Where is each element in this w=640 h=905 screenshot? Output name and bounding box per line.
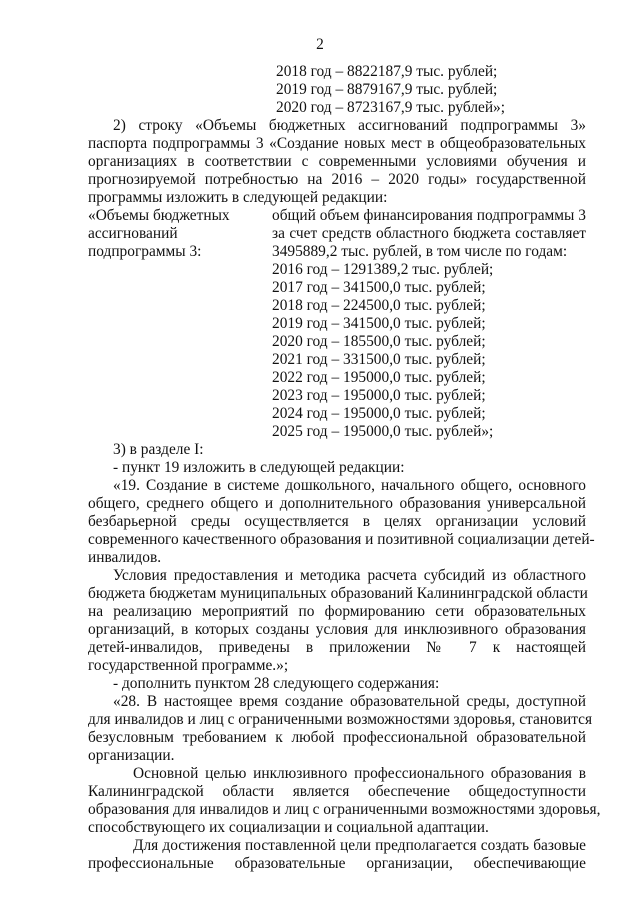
- year-line: 2022 год – 195000,0 тыс. рублей;: [272, 369, 486, 386]
- text-line: 2020 год – 8723167,9 тыс. рублей»;: [276, 99, 506, 116]
- text-line: Основной целью инклюзивного профессионального образования в: [133, 765, 586, 782]
- table-left-line: подпрограммы 3:: [88, 243, 202, 260]
- text-line: организациях в соответствии с современными условиями обучения и: [88, 153, 586, 170]
- text-line: на реализацию мероприятий по формированию сети образовательных: [88, 603, 586, 620]
- table-left-line: «Объемы бюджетных: [88, 207, 230, 224]
- text-line: для инвалидов и лиц с ограниченными возможностями здоровья, становится: [88, 711, 593, 728]
- text-line: 2) строку «Объемы бюджетных ассигнований подпрограммы 3»: [113, 117, 586, 134]
- year-line: 2019 год – 341500,0 тыс. рублей;: [272, 315, 486, 332]
- year-line: 2020 год – 185500,0 тыс. рублей;: [272, 333, 486, 350]
- text-line: безусловным требованием к любой профессиональной образовательной: [88, 729, 586, 746]
- text-line: Калининградской области является обеспечение общедоступности: [88, 783, 586, 800]
- text-line: способствующего их социализации и социальной адаптации.: [88, 819, 489, 836]
- section-heading: 3) в разделе I:: [113, 441, 204, 458]
- text-line: современного качественного образования и позитивной социализации детей-: [88, 531, 595, 548]
- text-line: инвалидов.: [88, 549, 162, 566]
- year-line: 2021 год – 331500,0 тыс. рублей;: [272, 351, 486, 368]
- year-line: 2018 год – 224500,0 тыс. рублей;: [272, 297, 486, 314]
- year-line: 2025 год – 195000,0 тыс. рублей»;: [272, 423, 494, 440]
- table-left-line: ассигнований: [88, 225, 178, 242]
- year-line: 2017 год – 341500,0 тыс. рублей;: [272, 279, 486, 296]
- text-line: паспорта подпрограммы 3 «Создание новых мест в общеобразовательных: [88, 135, 586, 152]
- text-line: профессиональные образовательные организации, обеспечивающие: [88, 855, 586, 872]
- text-line: «19. Создание в системе дошкольного, начального общего, основного: [113, 477, 586, 494]
- text-line: общего, среднего общего и дополнительного образования универсальной: [88, 495, 586, 512]
- text-line: образования для инвалидов и лиц с ограниченными возможностями здоровья,: [88, 801, 601, 818]
- text-line: 2018 год – 8822187,9 тыс. рублей;: [276, 63, 498, 80]
- year-line: 2023 год – 195000,0 тыс. рублей;: [272, 387, 486, 404]
- text-line: 2019 год – 8879167,9 тыс. рублей;: [276, 81, 498, 98]
- text-line: организаций, в которых созданы условия для инклюзивного образования: [88, 621, 586, 638]
- page-number: 2: [316, 36, 324, 53]
- text-line: программы изложить в следующей редакции:: [88, 189, 388, 206]
- text-line: - дополнить пунктом 28 следующего содержания:: [113, 675, 440, 692]
- text-line: безбарьерной среды осуществляется в целях организации условий: [88, 513, 586, 530]
- table-right-line: за счет средств областного бюджета составляет: [272, 225, 586, 242]
- text-line: организации.: [88, 747, 175, 764]
- table-right-line: общий объем финансирования подпрограммы 3: [272, 207, 586, 224]
- text-line: «28. В настоящее время создание образовательной среды, доступной: [113, 693, 586, 710]
- text-line: бюджета бюджетам муниципальных образований Калининградской области: [88, 585, 588, 602]
- text-line: детей-инвалидов, приведены в приложении № 7 к настоящей: [88, 639, 586, 656]
- text-line: Условия предоставления и методика расчета субсидий из областного: [113, 567, 586, 584]
- text-line: Для достижения поставленной цели предполагается создать базовые: [133, 837, 586, 854]
- text-line: государственной программе.»;: [88, 657, 289, 674]
- table-right-line: 3495889,2 тыс. рублей, в том числе по годам:: [272, 243, 568, 260]
- year-line: 2016 год – 1291389,2 тыс. рублей;: [272, 261, 494, 278]
- text-line: прогнозируемой потребностью на 2016 – 2020 годы» государственной: [88, 171, 586, 188]
- text-line: - пункт 19 изложить в следующей редакции:: [113, 459, 405, 476]
- year-line: 2024 год – 195000,0 тыс. рублей;: [272, 405, 486, 422]
